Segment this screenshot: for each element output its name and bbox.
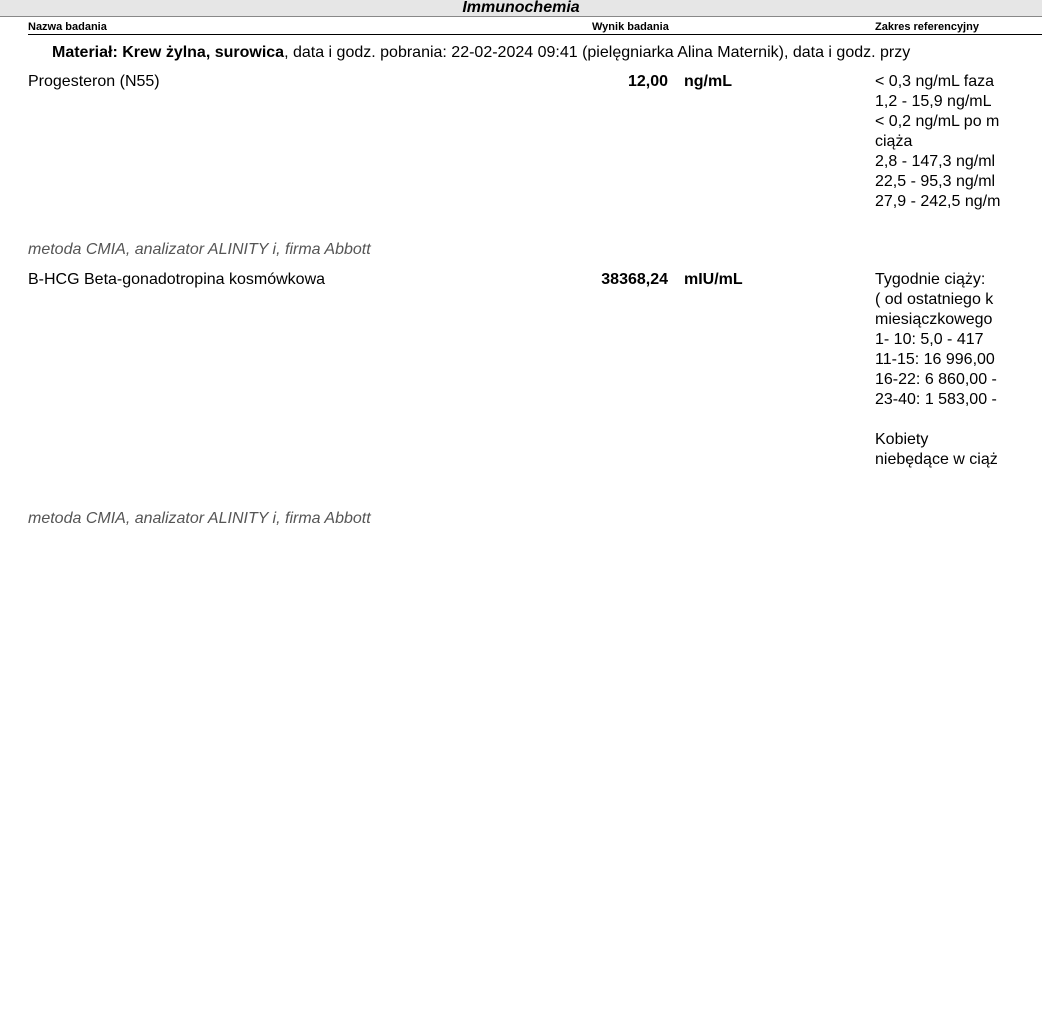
reference-line: 2,8 - 147,3 ng/ml — [875, 153, 996, 170]
reference-line: < 0,3 ng/mL faza — [875, 73, 995, 90]
reference-line: miesiączkowego — [875, 311, 993, 328]
material-label: Materiał: Krew żylna, surowica — [52, 44, 285, 61]
material-details: , data i godz. pobrania: 22-02-2024 09:41 (pielęgniarka Alina Maternik), data i godz. przy — [284, 44, 911, 61]
reference-line: ( od ostatniego k — [875, 291, 994, 308]
reference-line: 27,9 - 242,5 ng/m — [875, 193, 1001, 210]
column-header-result: Wynik badania — [592, 21, 669, 33]
result-value-bhcg: 38368,24 — [601, 271, 668, 288]
reference-line: niebędące w ciąż — [875, 451, 998, 468]
reference-line: 22,5 - 95,3 ng/ml — [875, 173, 996, 190]
reference-line: < 0,2 ng/mL po m — [875, 113, 1000, 130]
result-unit-bhcg: mIU/mL — [684, 271, 743, 288]
reference-range-progesteron — [875, 72, 1042, 212]
test-name-progesteron: Progesteron (N55) — [28, 73, 160, 90]
section-title: Immunochemia — [0, 0, 1042, 17]
material-info — [52, 43, 910, 63]
reference-line — [875, 410, 1042, 430]
reference-line: 11-15: 16 996,00 — [875, 351, 995, 368]
method-note-progesteron: metoda CMIA, analizator ALINITY i, firma Abbott — [28, 241, 371, 258]
reference-line: 23-40: 1 583,00 - — [875, 391, 997, 408]
reference-line: 1,2 - 15,9 ng/mL — [875, 93, 992, 110]
test-name-bhcg: B-HCG Beta-gonadotropina kosmówkowa — [28, 271, 326, 288]
method-note-bhcg: metoda CMIA, analizator ALINITY i, firma Abbott — [28, 510, 371, 527]
result-unit-progesteron: ng/mL — [684, 73, 732, 90]
reference-line: 1- 10: 5,0 - 417 — [875, 331, 984, 348]
reference-line: ciąża — [875, 133, 913, 150]
reference-line: Tygodnie ciąży: — [875, 271, 986, 288]
column-header-name: Nazwa badania — [28, 21, 107, 33]
column-header-reference: Zakres referencyjny — [875, 21, 979, 33]
reference-line: Kobiety — [875, 431, 929, 448]
header-divider — [28, 34, 1042, 35]
result-value-progesteron: 12,00 — [627, 73, 668, 90]
reference-line: 16-22: 6 860,00 - — [875, 371, 997, 388]
reference-range-bhcg — [875, 270, 1042, 470]
